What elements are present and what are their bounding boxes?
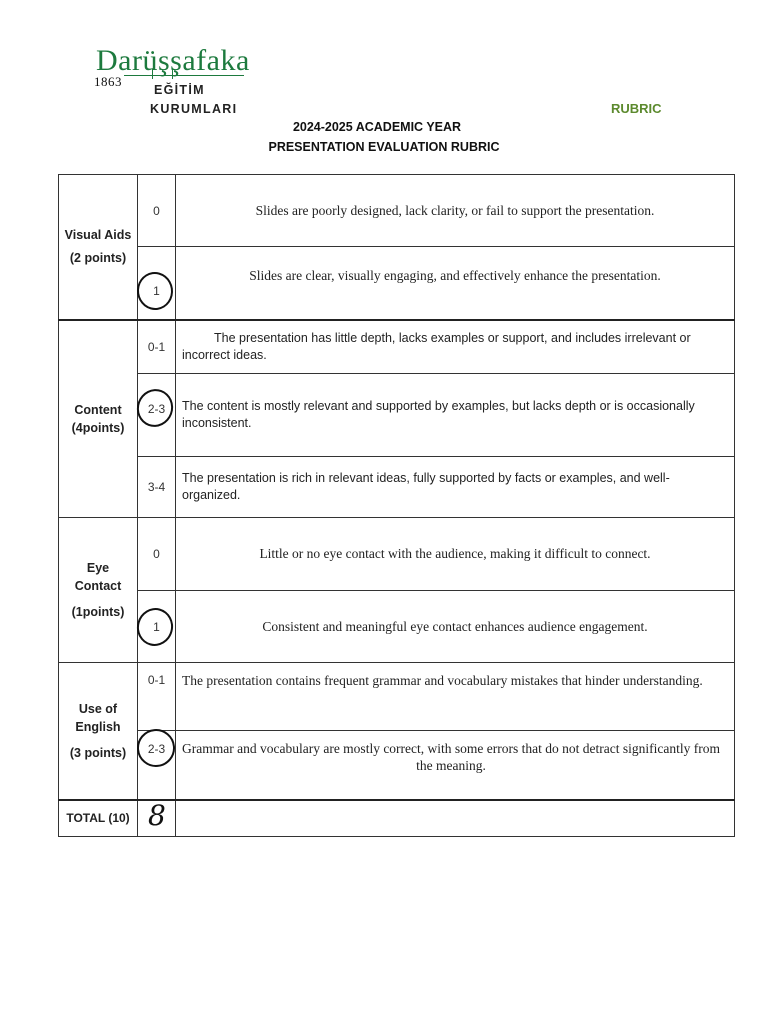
score-cell [138, 591, 176, 663]
description-cell: Consistent and meaningful eye contact enhances audience engagement. [176, 591, 735, 663]
logo-line2: KURUMLARI [150, 102, 238, 116]
total-empty-cell [176, 800, 735, 837]
score-cell [138, 247, 176, 320]
rubric-tag: RUBRIC [611, 101, 662, 116]
logo-year: 1863 [94, 74, 122, 89]
score-cell [138, 374, 176, 457]
score-value: 3-4 [147, 480, 166, 494]
table-row [59, 247, 735, 320]
category-name: Visual Aids [64, 227, 132, 242]
category-name-line1: Eye [86, 561, 110, 575]
description-cell: The presentation has little depth, lacks examples or support, and includes irrelevant or incorrect ideas. [176, 320, 735, 374]
score-value: 2-3 [147, 741, 166, 756]
score-value: 0 [153, 547, 160, 561]
table-row [59, 663, 735, 731]
score-value: 2-3 [147, 402, 166, 416]
rubric-table [58, 174, 735, 837]
total-label: TOTAL (10) [59, 800, 138, 837]
score-cell [138, 518, 176, 591]
description-cell: Slides are clear, visually engaging, and effectively enhance the presentation. [176, 247, 735, 320]
category-content [59, 320, 138, 518]
total-row [59, 800, 735, 837]
score-cell [138, 457, 176, 518]
logo-line1: EĞİTİM [154, 83, 205, 97]
description-cell: The content is mostly relevant and supported by examples, but lacks depth or is occasionally inconsistent. [176, 374, 735, 457]
table-row [59, 731, 735, 800]
score-value: 1 [153, 283, 160, 298]
table-row [59, 320, 735, 374]
score-value: 0-1 [147, 339, 166, 354]
table-row [59, 374, 735, 457]
total-score-cell [138, 800, 176, 837]
handwritten-total-grade: 8 [148, 798, 166, 832]
description-cell: Slides are poorly designed, lack clarity, or fail to support the presentation. [176, 175, 735, 247]
score-value: 1 [153, 619, 160, 634]
category-eye-contact [59, 518, 138, 663]
table-row [59, 175, 735, 247]
description-cell: The presentation contains frequent grammar and vocabulary mistakes that hinder understanding. [176, 663, 735, 731]
score-value: 0 [153, 203, 160, 218]
category-name-line1: Use of [78, 701, 118, 716]
selected-score-circle [135, 727, 176, 768]
table-row [59, 591, 735, 663]
selected-score-circle [133, 603, 178, 649]
table-row [59, 457, 735, 518]
category-points: (4points) [71, 420, 125, 435]
logo-rule [124, 75, 244, 76]
category-use-of-english [59, 663, 138, 800]
table-row [59, 518, 735, 591]
page-title-rubric: PRESENTATION EVALUATION RUBRIC [268, 140, 500, 154]
description-cell: Grammar and vocabulary are mostly correct, with some errors that do not detract significantly from the meaning. [176, 731, 735, 800]
category-name: Content [74, 402, 122, 417]
school-logo [94, 44, 254, 118]
description-cell: The presentation is rich in relevant ideas, fully supported by facts or examples, and well-organized. [176, 457, 735, 518]
logo-name: Darüşşafaka [96, 44, 250, 77]
score-cell [138, 175, 176, 247]
category-name-line2: English [75, 719, 121, 734]
category-points: (2 points) [69, 250, 127, 265]
description-cell: Little or no eye contact with the audience, making it difficult to connect. [176, 518, 735, 591]
selected-score-circle [132, 384, 179, 432]
score-cell [138, 731, 176, 800]
selected-score-circle [135, 269, 176, 312]
category-visual-aids [59, 175, 138, 320]
logo-rule-tick [172, 69, 173, 79]
category-points: (3 points) [69, 745, 127, 760]
category-points: (1points) [71, 605, 125, 619]
score-cell [138, 663, 176, 731]
score-value: 0-1 [147, 673, 166, 687]
page-title-year: 2024-2025 ACADEMIC YEAR [292, 120, 462, 134]
category-name-line2: Contact [74, 579, 122, 593]
logo-rule-tick [152, 69, 153, 79]
score-cell [138, 320, 176, 374]
